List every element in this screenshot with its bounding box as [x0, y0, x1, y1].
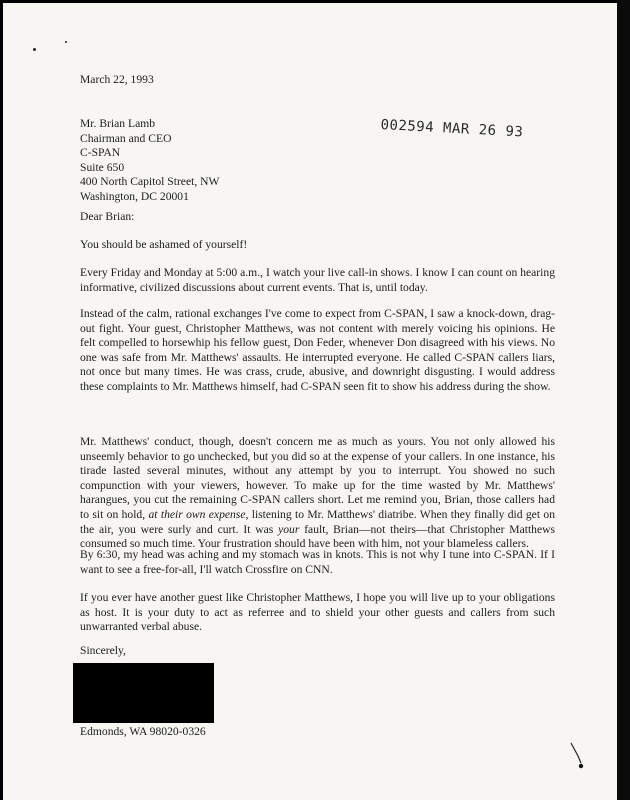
- letter-date: March 22, 1993: [80, 73, 154, 86]
- italic-emphasis: at their own expense: [148, 507, 246, 521]
- paper-speck: [33, 48, 36, 51]
- paragraph-text: , listening to Mr. Matthews' diatribe. When they finally did get on the air, you were surly and curt. It was: [80, 507, 555, 536]
- paper-speck: [65, 41, 67, 43]
- received-date-stamp: 002594 MAR 26 93: [380, 117, 524, 141]
- recipient-street: 400 North Capitol Street, NW: [80, 175, 220, 189]
- body-paragraph-6: If you ever have another guest like Christopher Matthews, I hope you will live up to your obligations as host. It is your duty to act as referree and to shield your other guests and callers from such unwarranted verbal abuse.: [80, 591, 555, 634]
- body-paragraph-1: You should be ashamed of yourself!: [80, 238, 248, 251]
- sender-location: Edmonds, WA 98020-0326: [80, 725, 206, 738]
- paragraph-text: fault, Brian—not theirs—that Christopher Matthews consumed so much time. Your frustration should have been with him, not your blameless callers.: [80, 522, 555, 551]
- recipient-address: [80, 117, 219, 205]
- body-paragraph-5: By 6:30, my head was aching and my stomach was in knots. This is not why I tune into C-SPAN. If I want to see a free-for-all, I'll watch Crossfire on CNN.: [80, 548, 555, 576]
- body-paragraph-3: Instead of the calm, rational exchanges I've come to expect from C-SPAN, I saw a knock-down, drag-out fight. Your guest, Christopher Matthews, was not content with merely voicing his opinions. He felt compelled to horsewhip his fellow guest, Don Feder, whenever Don disagreed with his views. No one was safe from Mr. Matthews' assaults. He interrupted everyone. He called C-SPAN callers liars, not once but many times. He was crass, crude, abusive, and downright disgusting. I would address these complaints to Mr. Matthews himself, had C-SPAN seen fit to show his address during the show.: [80, 307, 555, 393]
- scan-border: [617, 0, 630, 800]
- redacted-signature-block: [73, 663, 214, 723]
- recipient-name: Mr. Brian Lamb: [80, 117, 156, 130]
- recipient-city: Washington, DC 20001: [80, 189, 189, 203]
- pen-mark: [569, 741, 589, 771]
- body-paragraph-4: [80, 435, 555, 552]
- recipient-suite: Suite 650: [80, 160, 125, 174]
- salutation: Dear Brian:: [80, 210, 135, 223]
- italic-emphasis: your: [278, 522, 300, 536]
- letter-page: [3, 3, 617, 800]
- closing: Sincerely,: [80, 644, 126, 657]
- paragraph-text: Mr. Matthews' conduct, though, doesn't concern me as much as yours. You not only allowed his unseemly behavior to go unchecked, but you did so at the expense of your callers. In one instance, his tirade lasted several minutes, without any attempt by you to interrupt. You showed no such compunction with your viewers, however. To make up for the time wasted by Mr. Matthews' harangues, you cut the remaining C-SPAN callers short. Let me remind you, Brian, those callers had to sit on hold,: [80, 435, 555, 521]
- body-paragraph-2: Every Friday and Monday at 5:00 a.m., I watch your live call-in shows. I know I can count on hearing informative, civilized discussions about current events. That is, until today.: [80, 266, 555, 294]
- recipient-organization: C-SPAN: [80, 146, 121, 160]
- recipient-title: Chairman and CEO: [80, 131, 172, 145]
